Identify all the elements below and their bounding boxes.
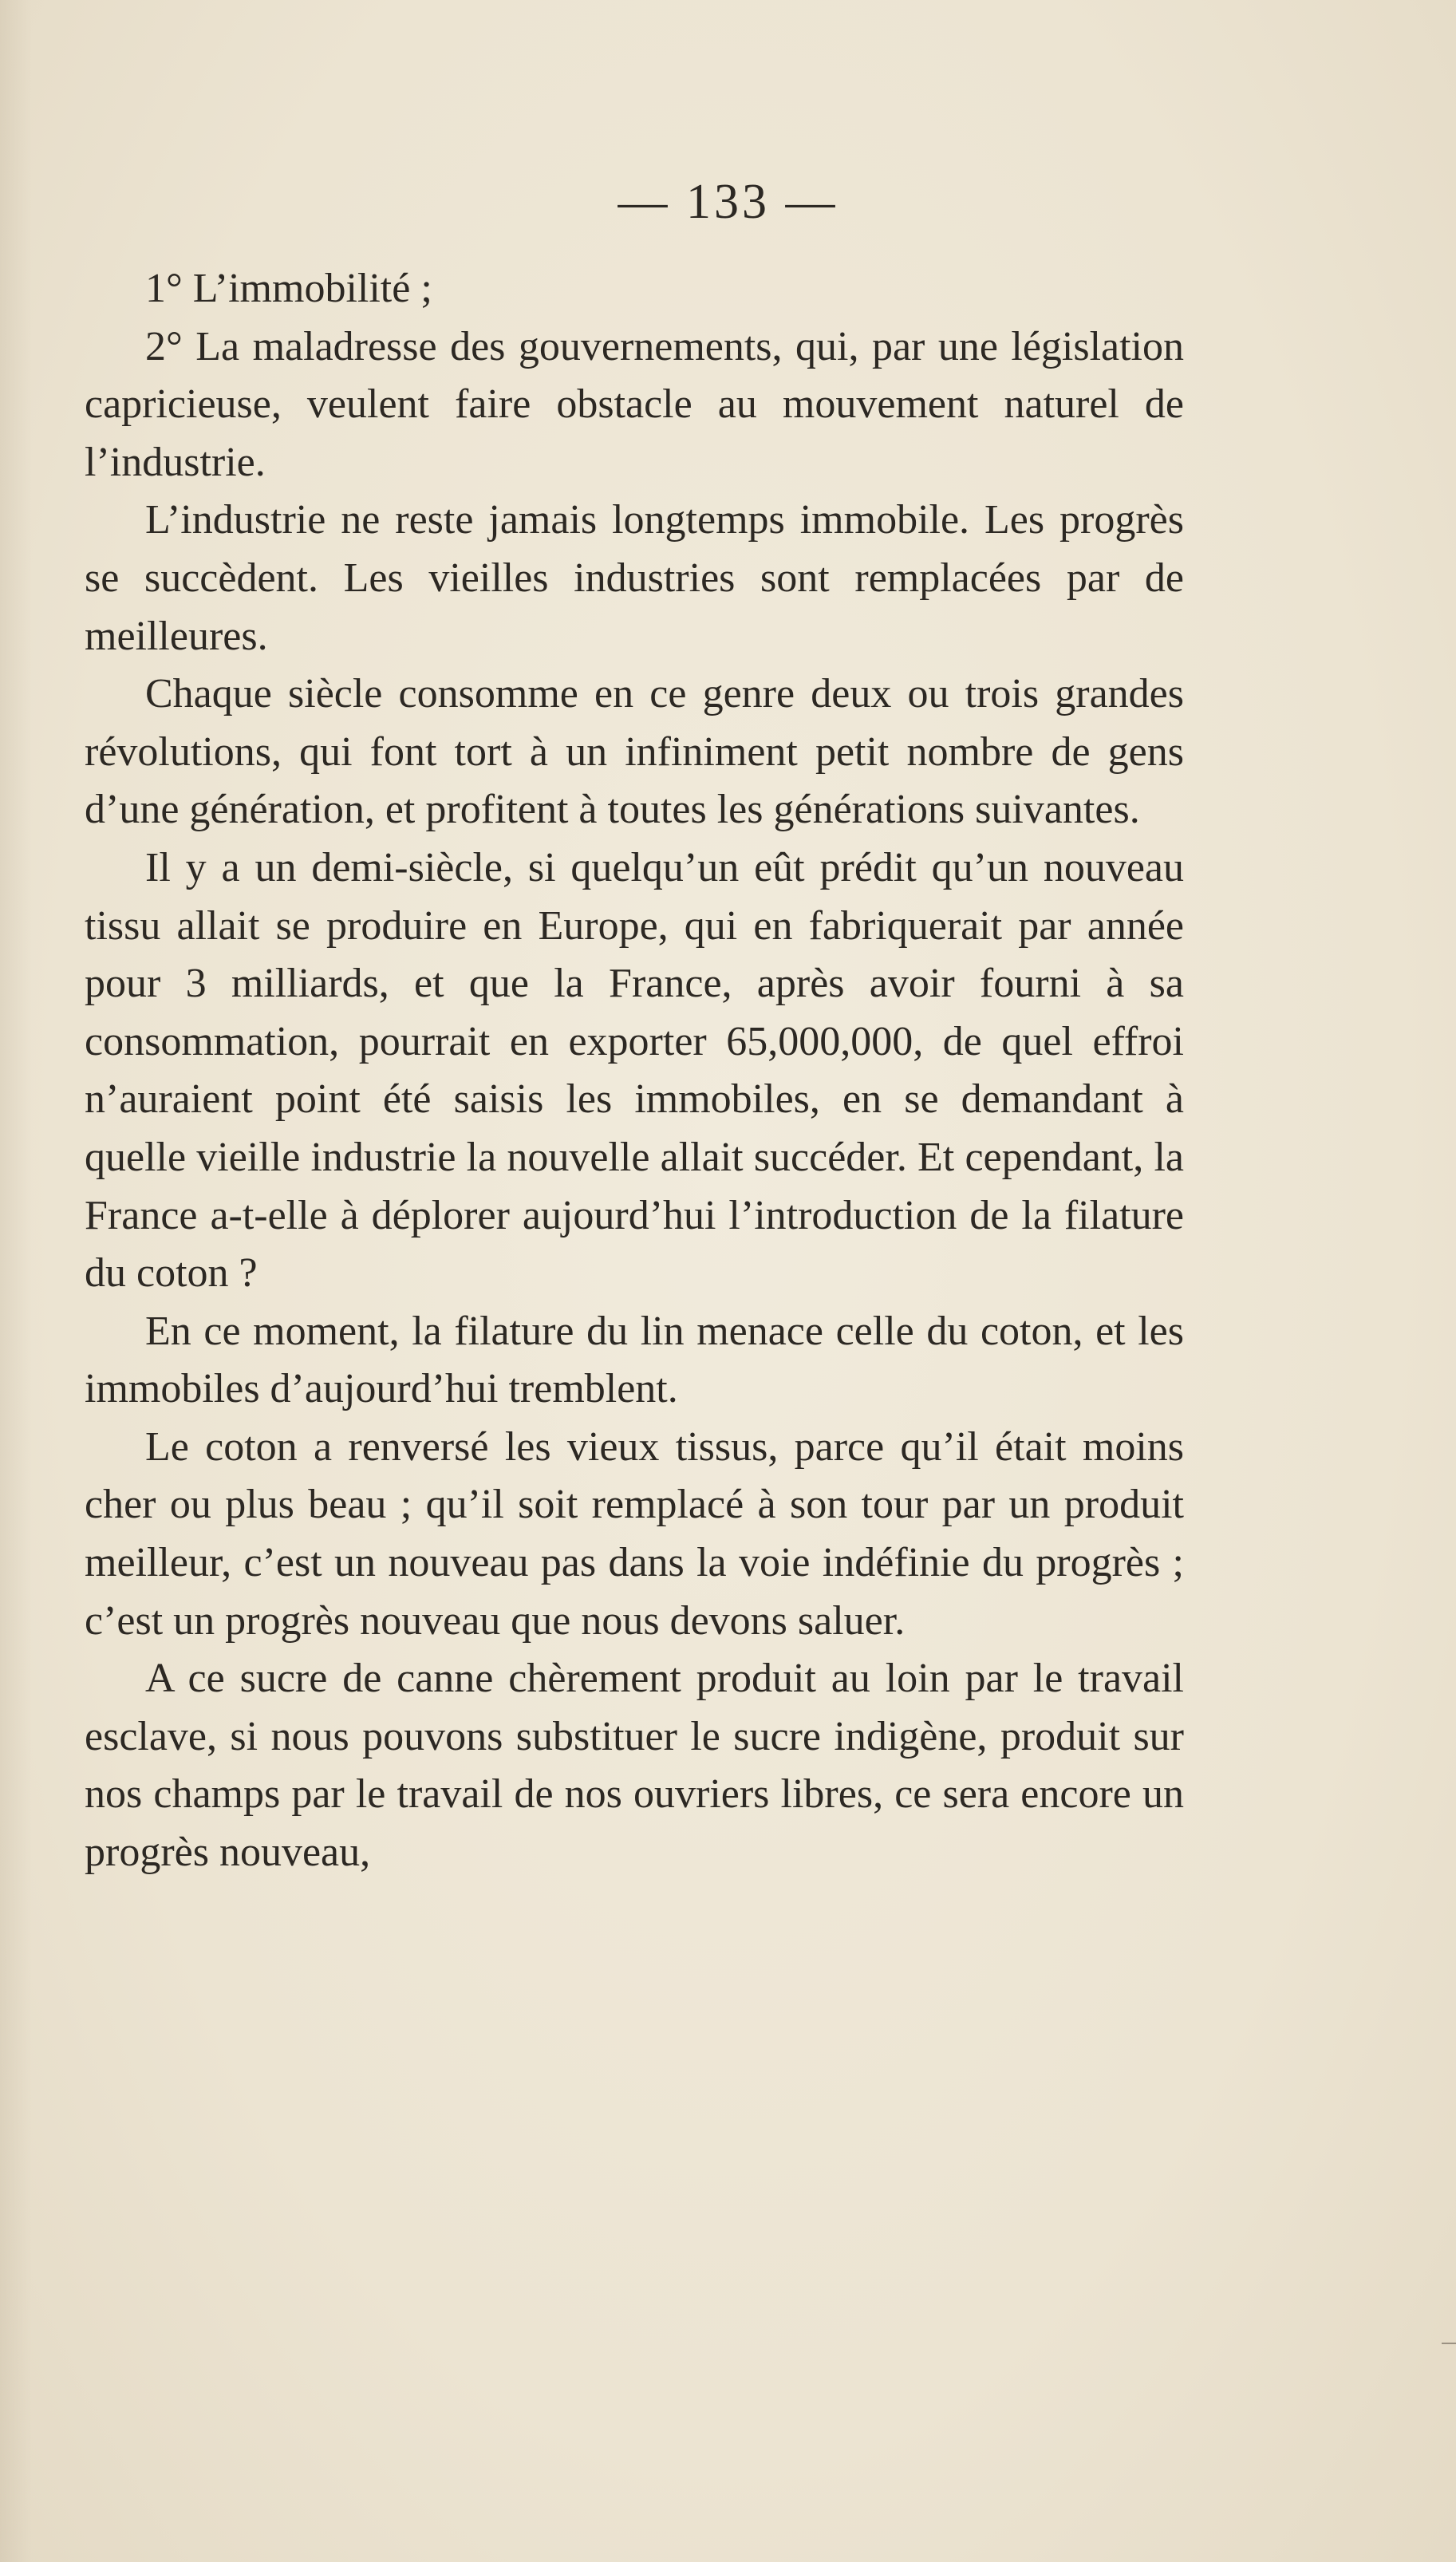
paragraph-3: L’industrie ne reste jamais longtemps immobile. Les progrès se succèdent. Les vieilles industries sont remplacées par de meilleures. <box>85 497 1184 659</box>
paragraph-2: 2° La maladresse des gouvernements, qui, par une législation capricieuse, veulent faire obstacle au mouvement naturel de l’industrie. <box>85 323 1184 485</box>
paragraph-6: En ce moment, la filature du lin menace celle du coton, et les immobiles d’aujourd’hui tremblent. <box>85 1308 1184 1412</box>
paragraph-8: A ce sucre de canne chèrement produit au loin par le travail esclave, si nous pouvons substituer le sucre indigène, produit sur nos champs par le travail de nos ouvriers libres, ce sera encore un progrès nouveau, <box>85 1656 1184 1876</box>
page-fold-shadow <box>0 0 32 2562</box>
page-number: — 133 — <box>618 175 838 229</box>
paragraph-4: Chaque siècle consomme en ce genre deux ou trois grandes révolutions, qui font tort à un infiniment petit nombre de gens d’une génération, et profitent à toutes les générations suivantes. <box>85 671 1184 833</box>
paragraph-5: Il y a un demi-siècle, si quelqu’un eût prédit qu’un nouveau tissu allait se produire en Europe, qui en fabriquerait par année pour 3 milliards, et que la France, après avoir fourni à sa consommation, pourrait en exporter 65,000,000, de quel effroi n’auraient point été saisis les immobiles, en se demandant à quelle vieille industrie la nouvelle allait succéder. Et cependant, la France a-t-elle à déplorer aujourd’hui l’introduction de la filature du coton ? <box>85 844 1184 1297</box>
page-edge-mark <box>1442 2343 1456 2344</box>
paragraph-7: Le coton a renversé les vieux tissus, parce qu’il était moins cher ou plus beau ; qu’il soit remplacé à son tour par un produit meilleur, c’est un nouveau pas dans la voie indéfinie du progrès ; c’est un progrès nouveau que nous devons saluer. <box>85 1423 1184 1644</box>
paragraph-1: 1° L’immobilité ; <box>145 266 432 311</box>
body-text <box>85 260 1184 1882</box>
